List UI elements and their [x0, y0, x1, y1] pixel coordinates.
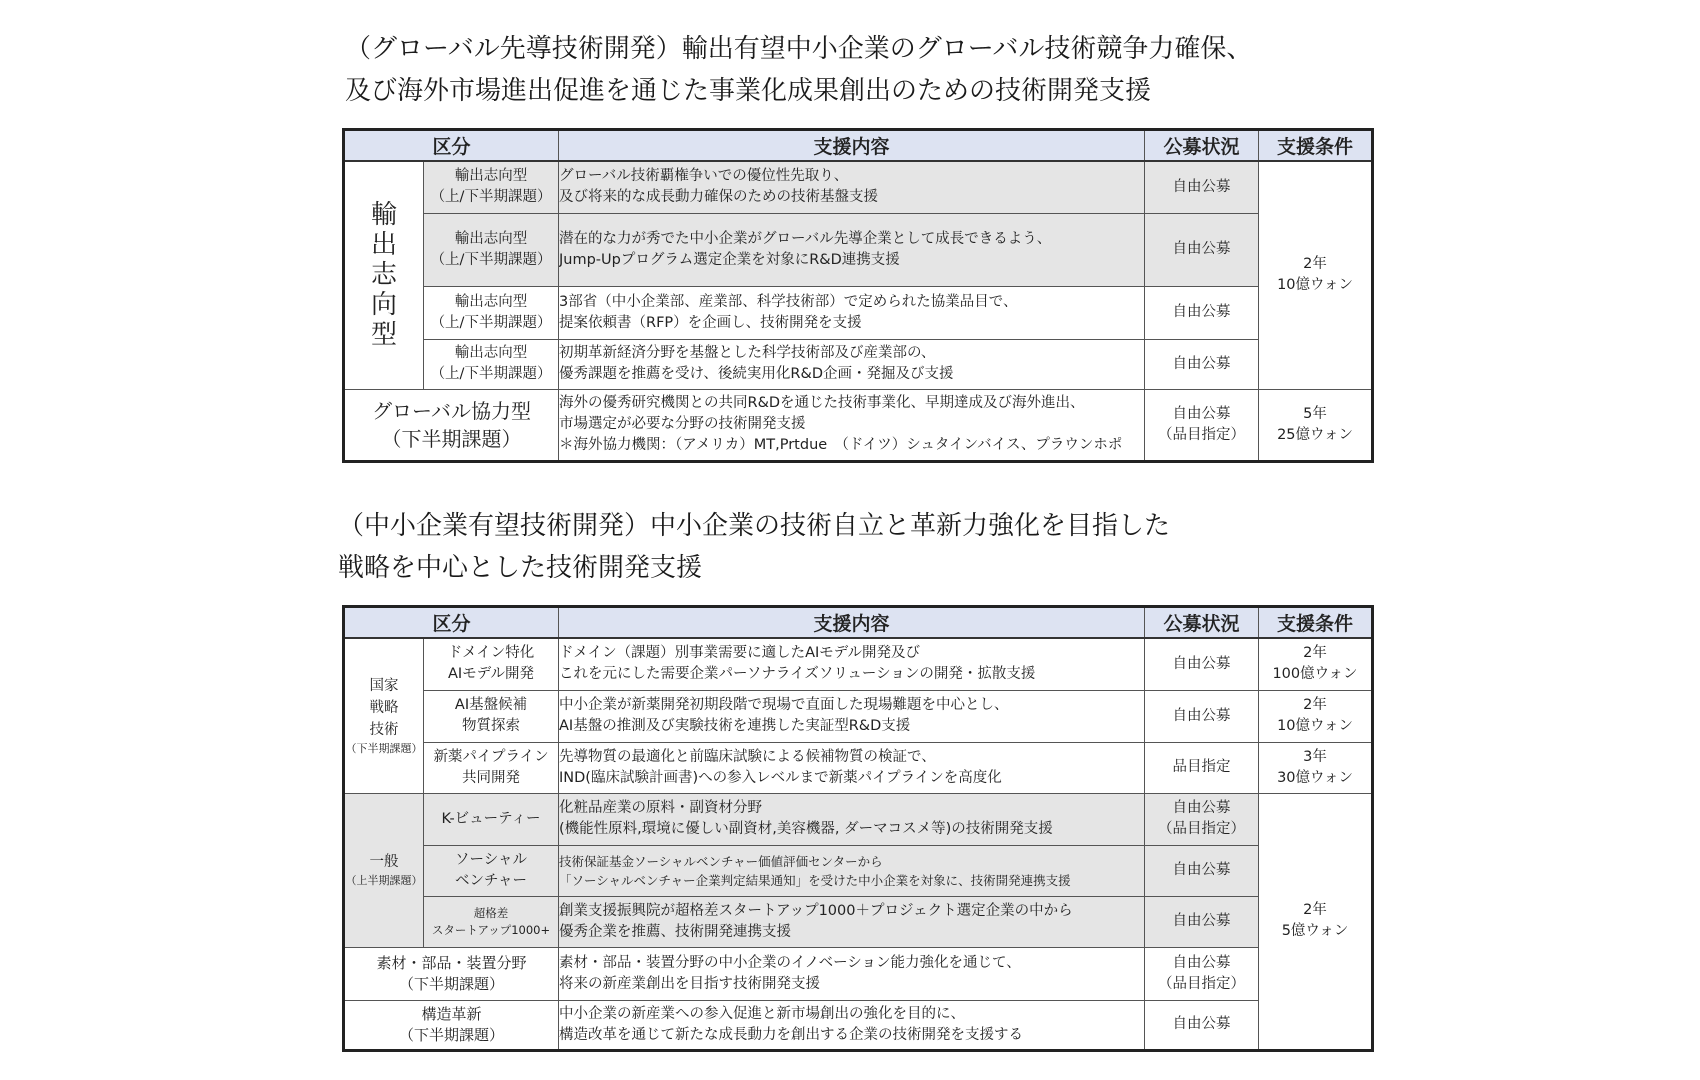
materials-status: 自由公募 （品目指定） [1145, 947, 1259, 1000]
row-status: 自由公募 [1145, 213, 1259, 286]
row-category: AI基盤候補 物質探索 [424, 690, 559, 742]
section2-title-line2: 戦略を中心とした技術開発支援 [338, 553, 703, 583]
row-category: 超格差 スタートアップ1000+ [424, 896, 559, 947]
structural-status: 自由公募 [1145, 1000, 1259, 1050]
materials-content: 素材・部品・装置分野の中小企業のイノベーション能力強化を通じて、 将来の新産業創出を目指す技術開発支援 [559, 947, 1145, 1000]
table-row [344, 1000, 1373, 1050]
row-status: 品目指定 [1145, 742, 1259, 793]
header-content: 支援内容 [559, 607, 1145, 639]
table-row [344, 286, 1373, 339]
header-status: 公募状況 [1145, 607, 1259, 639]
row-category: K-ビューティー [424, 793, 559, 845]
table-row [344, 896, 1373, 947]
structural-label: 構造革新 （下半期課題） [344, 1000, 559, 1050]
row-category: 輸出志向型 （上/下半期課題） [424, 339, 559, 389]
row-status: 自由公募 [1145, 845, 1259, 896]
row-condition: 2年 10億ウォン [1259, 690, 1373, 742]
table-row [344, 213, 1373, 286]
row-category: ドメイン特化 AIモデル開発 [424, 638, 559, 690]
row-content: 技術保証基金ソーシャルベンチャー価値評価センターから 「ソーシャルベンチャー企業判定結果通知」を受けた中小企業を対象に、技術開発連携支援 [559, 845, 1145, 896]
global-coop-label: グローバル協力型 （下半期課題） [344, 389, 559, 461]
row-content: 中小企業が新薬開発初期段階で現場で直面した現場難題を中心とし、 AI基盤の推測及び実験技術を連携した実証型R&D支援 [559, 690, 1145, 742]
header-content: 支援内容 [559, 130, 1145, 162]
row-category: ソーシャル ベンチャー [424, 845, 559, 896]
table-row [344, 742, 1373, 793]
global-coop-status: 自由公募 （品目指定） [1145, 389, 1259, 461]
global-tech-table [342, 128, 1374, 463]
materials-label: 素材・部品・装置分野 （下半期課題） [344, 947, 559, 1000]
section1-title-line2: 及び海外市場進出促進を通じた事業化成果創出のための技術開発支援 [345, 76, 1152, 106]
group-condition: 2年 10億ウォン [1259, 161, 1373, 389]
header-condition: 支援条件 [1259, 130, 1373, 162]
row-status: 自由公募 [1145, 286, 1259, 339]
table-row-global [344, 389, 1373, 461]
table-row [344, 339, 1373, 389]
row-content: 3部省（中小企業部、産業部、科学技術部）で定められた協業品目で、 提案依頼書（RFP）を企画し、技術開発を支援 [559, 286, 1145, 339]
section2-title-line1: （中小企業有望技術開発）中小企業の技術自立と革新力強化を目指した [338, 511, 1171, 541]
row-condition: 3年 30億ウォン [1259, 742, 1373, 793]
row-condition: 2年 100億ウォン [1259, 638, 1373, 690]
section1-title [345, 28, 1252, 112]
row-status: 自由公募 [1145, 896, 1259, 947]
group-label-export: 輸出志向型 [344, 161, 424, 389]
row-status: 自由公募 （品目指定） [1145, 793, 1259, 845]
row-category: 輸出志向型 （上/下半期課題） [424, 213, 559, 286]
sme-tech-table [342, 605, 1374, 1052]
table-row [344, 161, 1373, 213]
structural-content: 中小企業の新産業への参入促進と新市場創出の強化を目的に、 構造改革を通じて新たな成長動力を創出する企業の技術開発を支援する [559, 1000, 1145, 1050]
group-condition: 2年 5億ウォン [1259, 793, 1373, 1050]
table-row [344, 947, 1373, 1000]
group-label-general: 一般 （上半期課題） [344, 793, 424, 947]
table-row [344, 690, 1373, 742]
global-coop-condition: 5年 25億ウォン [1259, 389, 1373, 461]
header-condition: 支援条件 [1259, 607, 1373, 639]
row-status: 自由公募 [1145, 638, 1259, 690]
row-status: 自由公募 [1145, 161, 1259, 213]
table-header-row [344, 607, 1373, 639]
global-coop-content: 海外の優秀研究機関との共同R&Dを通じた技術事業化、早期達成及び海外進出、 市場選定が必要な分野の技術開発支援 ＊海外協力機関：（アメリカ）MT,Prtdue （ドイツ）シュタインバイス、プラウンホポ [559, 389, 1145, 461]
row-content: ドメイン（課題）別事業需要に適したAIモデル開発及び これを元にした需要企業パーソナライズソリューションの開発・拡散支援 [559, 638, 1145, 690]
header-category: 区分 [344, 607, 559, 639]
header-status: 公募状況 [1145, 130, 1259, 162]
row-content: 先導物質の最適化と前臨床試験による候補物質の検証で、 IND(臨床試験計画書)への参入レベルまで新薬パイプラインを高度化 [559, 742, 1145, 793]
header-category: 区分 [344, 130, 559, 162]
row-category: 輸出志向型 （上/下半期課題） [424, 286, 559, 339]
row-category: 新薬パイプライン 共同開発 [424, 742, 559, 793]
table-row [344, 638, 1373, 690]
group-label-national: 国家 戦略 技術 （下半期課題） [344, 638, 424, 793]
row-status: 自由公募 [1145, 339, 1259, 389]
row-content: 初期革新経済分野を基盤とした科学技術部及び産業部の、 優秀課題を推薦を受け、後続実用化R&D企画・発掘及び支援 [559, 339, 1145, 389]
section1-title-line1: （グローバル先導技術開発）輸出有望中小企業のグローバル技術競争力確保、 [345, 34, 1253, 64]
table-header-row [344, 130, 1373, 162]
row-category: 輸出志向型 （上/下半期課題） [424, 161, 559, 213]
row-content: 創業支援振興院が超格差スタートアップ1000＋プロジェクト選定企業の中から 優秀企業を推薦、技術開発連携支援 [559, 896, 1145, 947]
table-row [344, 845, 1373, 896]
table-row [344, 793, 1373, 845]
row-content: グローバル技術覇権争いでの優位性先取り、 及び将来的な成長動力確保のための技術基盤支援 [559, 161, 1145, 213]
section2-title [338, 505, 1170, 589]
row-content: 潜在的な力が秀でた中小企業がグローバル先導企業として成長できるよう、 Jump-Upプログラム選定企業を対象にR&D連携支援 [559, 213, 1145, 286]
row-content: 化粧品産業の原料・副資材分野 (機能性原料,環境に優しい副資材,美容機器, ダーマコスメ等)の技術開発支援 [559, 793, 1145, 845]
row-status: 自由公募 [1145, 690, 1259, 742]
